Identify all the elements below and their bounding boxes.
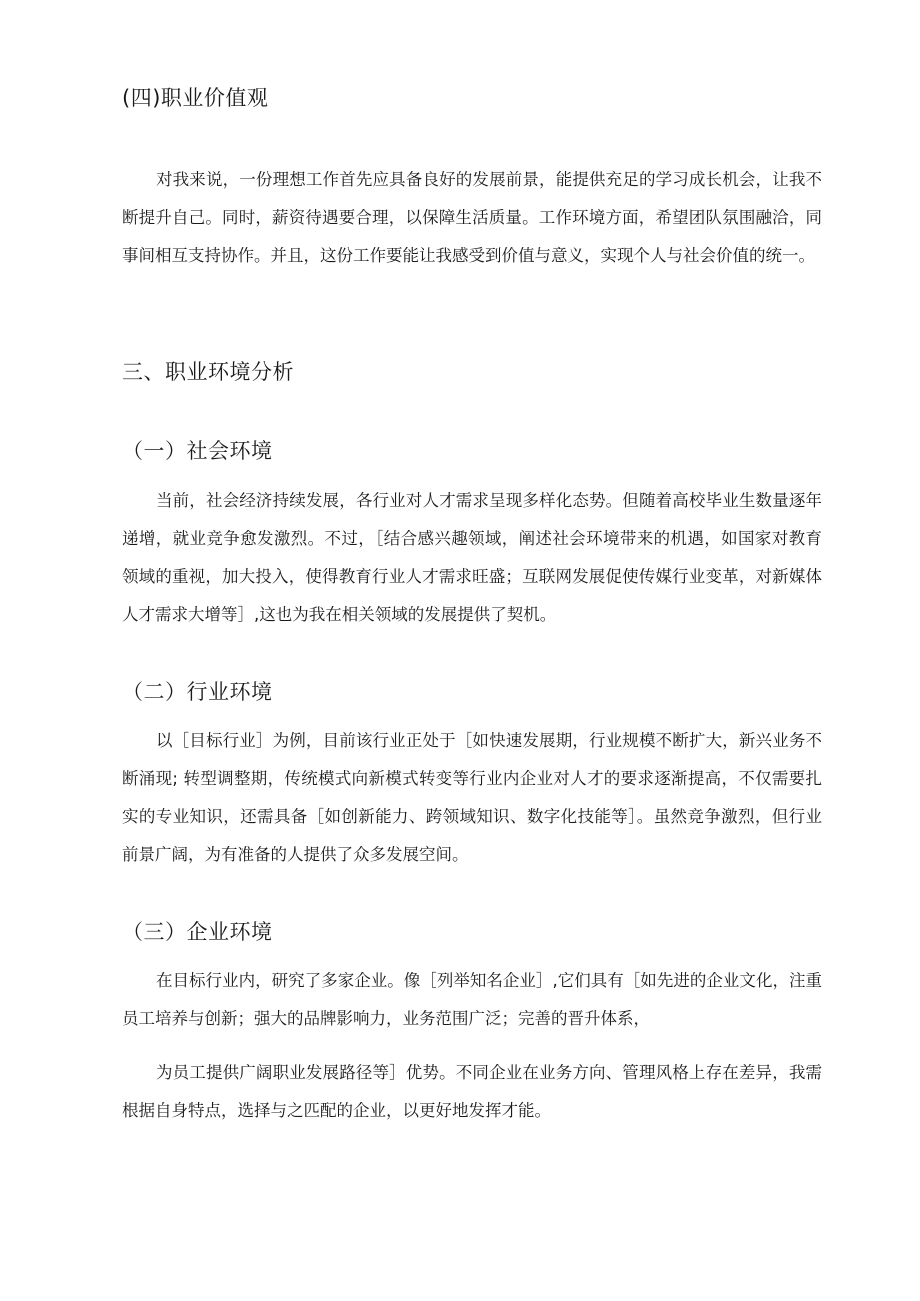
heading-enterprise-environment: （三）企业环境 [122,920,273,944]
heading-industry-environment: （二）行业环境 [122,680,273,704]
heading-career-values: (四)职业价值观 [122,86,269,110]
paragraph-social-environment: 当前，社会经济持续发展，各行业对人才需求呈现多样化态势。但随着高校毕业生数量逐年递增，就业竞争愈发激烈。不过，［结合感兴趣领域，阐述社会环境带来的机遇，如国家对教育领域的重视，加大投入，使得教育行业人才需求旺盛；互联网发展促使传媒行业变革，对新媒体人才需求大增等］,这也为我在相关领域的发展提供了契机。 [122,491,822,624]
heading-social-environment: （一）社会环境 [122,439,273,463]
paragraph-career-values: 对我来说，一份理想工作首先应具备良好的发展前景，能提供充足的学习成长机会，让我不断提升自己。同时，薪资待遇要合理，以保障生活质量。工作环境方面，希望团队氛围融洽，同事间相互支持协作。并且，这份工作要能让我感受到价值与意义，实现个人与社会价值的统一。 [122,170,822,265]
paragraph-enterprise-environment-2: 为员工提供广阔职业发展路径等］优势。不同企业在业务方向、管理风格上存在差异，我需根据自身特点，选择与之匹配的企业，以更好地发挥才能。 [122,1063,822,1120]
paragraph-industry-environment: 以［目标行业］为例，目前该行业正处于［如快速发展期，行业规模不断扩大，新兴业务不断涌现; 转型调整期，传统模式向新模式转变等行业内企业对人才的要求逐渐提高，不仅需要扎实的专业知识，还需具备［如创新能力、跨领域知识、数字化技能等］。虽然竞争激烈，但行业前景广阔，为有准备的人提供了众多发展空间。 [122,731,822,864]
heading-career-environment-analysis: 三、职业环境分析 [122,360,294,384]
paragraph-enterprise-environment-1: 在目标行业内，研究了多家企业。像［列举知名企业］,它们具有［如先进的企业文化，注重员工培养与创新；强大的品牌影响力，业务范围广泛；完善的晋升体系， [122,971,822,1028]
